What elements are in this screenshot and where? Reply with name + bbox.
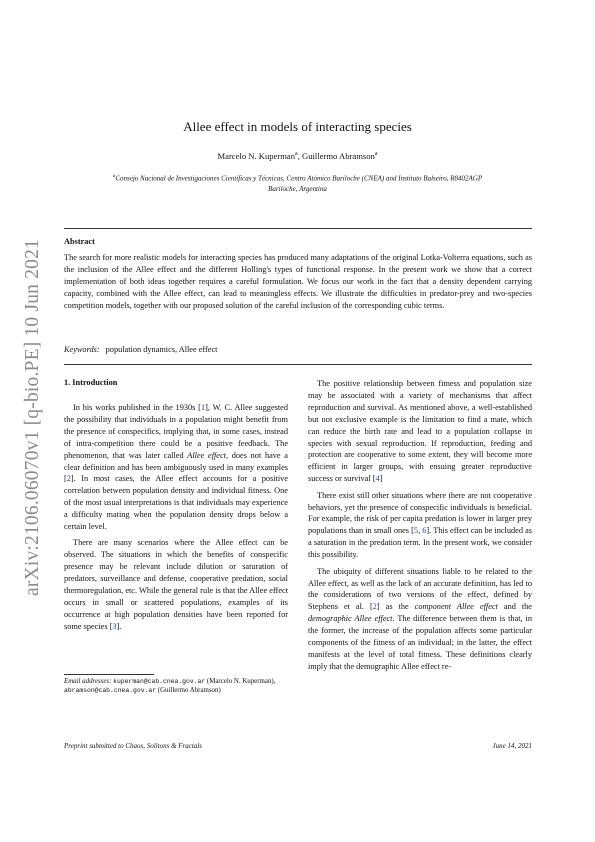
left-column: [64, 402, 288, 637]
author-name: Marcelo N. Kuperman: [217, 151, 296, 161]
date: June 14, 2021: [492, 742, 532, 750]
emphasis: component Allee effect: [414, 602, 498, 612]
affiliation-text: Consejo Nacional de Investigaciones Científicas y Técnicas, Centro Atómico Bariloche (CNEA) and Instituto Balseiro, R8402AGP Bariloche, Argentina: [115, 174, 483, 194]
keywords-text: population dynamics, Allee effect: [105, 345, 218, 354]
arxiv-identifier: arXiv:2106.06070v1 [q-bio.PE] 10 Jun 2021: [22, 238, 43, 596]
email-link[interactable]: kuperman@cab.cnea.gov.ar: [113, 678, 206, 685]
footnote: [64, 677, 288, 695]
paper-title: Allee effect in models of interacting species: [183, 119, 412, 134]
paragraph: In his works published in the 1930s [1], W. C. Allee suggested the possibility that individuals in a population might benefit from the presence of conspecifics, implying that, in some cases, instead of intra-competition there could be a positive feedback. The phenomenon, that was later called Allee effect, does not have a clear definition and has been ambiguously used in many examples [2]. In most cases, the Allee effect accounts for a positive correlation between population density and individual fitness. One of the most usual interpretations is that individuals may experience a difficulty mating when the population density drops below a certain level.: [64, 403, 288, 532]
footnote-name: (Guillermo Abramson): [157, 687, 221, 694]
affil-mark: a: [112, 174, 116, 179]
email-link[interactable]: abramson@cab.cnea.gov.ar: [64, 687, 157, 694]
author-list: [0, 151, 595, 161]
right-column: [308, 378, 532, 677]
footnote-label: Email addresses:: [64, 678, 112, 685]
paragraph: There exist still other situations where there are not cooperative behaviors, yet the presence of conspecific individuals is beneficial. For example, the risk of per capita predation is lower in larger prey populations than in small ones [5, 6]. This effect can be included as a saturation in the predation term. In the present work, we consider this possibility.: [308, 490, 532, 560]
author-separator: ,: [297, 151, 303, 161]
abstract-heading: Abstract: [64, 237, 95, 246]
author-affil-mark: a: [295, 151, 298, 158]
footnote-name: (Marcelo N. Kuperman),: [206, 678, 276, 685]
citation-link[interactable]: 2: [372, 602, 377, 612]
keywords-label: Keywords:: [64, 345, 100, 354]
paragraph: There are many scenarios where the Allee effect can be observed. The situations in which the benefits of conspecific presence may be relevant include dilution or saturation of predators, surveillance and defense, cooperative predation, social thermoregulation, etc. While the general rule is that the Allee effect occurs in small or scattered populations, examples of its occurrence at high population densities have been reported for some species [3].: [64, 538, 288, 631]
author-name: Guillermo Abramson: [302, 151, 375, 161]
paragraph: The ubiquity of different situations liable to be related to the Allee effect, as well as the lack of an accurate definition, has led to the considerations of two versions of the effect, defined by Stephens et al. [2] as the component Allee effect and the demographic Allee effect. The difference between them is that, in the former, the increase of the population affects some particular components of the fitness of an individual; in the latter, the effect manifests at the level of total fitness. These definitions clearly imply that the demographic Allee effect re-: [308, 566, 532, 671]
footnote-rule: [64, 674, 154, 675]
citation-link[interactable]: 5: [413, 526, 419, 536]
citation-link[interactable]: 2: [66, 474, 71, 484]
citation-link[interactable]: 4: [375, 474, 380, 484]
citation-link[interactable]: 3: [112, 621, 117, 631]
affiliation: [110, 171, 485, 195]
emphasis: Allee effect: [187, 450, 226, 460]
preprint-note: Preprint submitted to Chaos, Solitons & Fractals: [64, 742, 202, 750]
citation-link[interactable]: 1: [200, 403, 206, 412]
section-heading: 1. Introduction: [64, 378, 118, 387]
emphasis: demographic Allee effect: [308, 614, 393, 624]
abstract-top-rule: [64, 228, 532, 229]
abstract-bottom-rule: [64, 364, 532, 365]
citation-link[interactable]: 6: [422, 526, 427, 536]
abstract-text: The search for more realistic models for interacting species has produced many adaptations of the original Lotka-Volterra equations, such as the inclusion of the Allee effect and the different Holling's types of functional response. In the present work we show that a correct implementation of both ideas together requires a careful formulation. We focus our work in the fact that a density dependent carrying capacity, combined with the Allee effect, can lead to meaningless effects. We illustrate the difficulties in predator-prey and two-species competition models, together with our proposed solution of the careful inclusion of the corresponding cubic terms.: [64, 253, 532, 310]
author-affil-mark: a: [374, 151, 378, 158]
keywords: [64, 345, 217, 354]
paragraph: The positive relationship between fitness and population size may be associated with a variety of mechanisms that affect reproduction and survival. As mentioned above, a well-established but not exclusive example is the limitation to find a mate, which can reduce the birth rate and lead to a population collapse in species with sexual reproduction. If reproduction, feeding and protection are cooperative to some extent, they will become more efficient in larger groups, with ensuing greater reproductive success or survival [4]: [308, 379, 532, 484]
